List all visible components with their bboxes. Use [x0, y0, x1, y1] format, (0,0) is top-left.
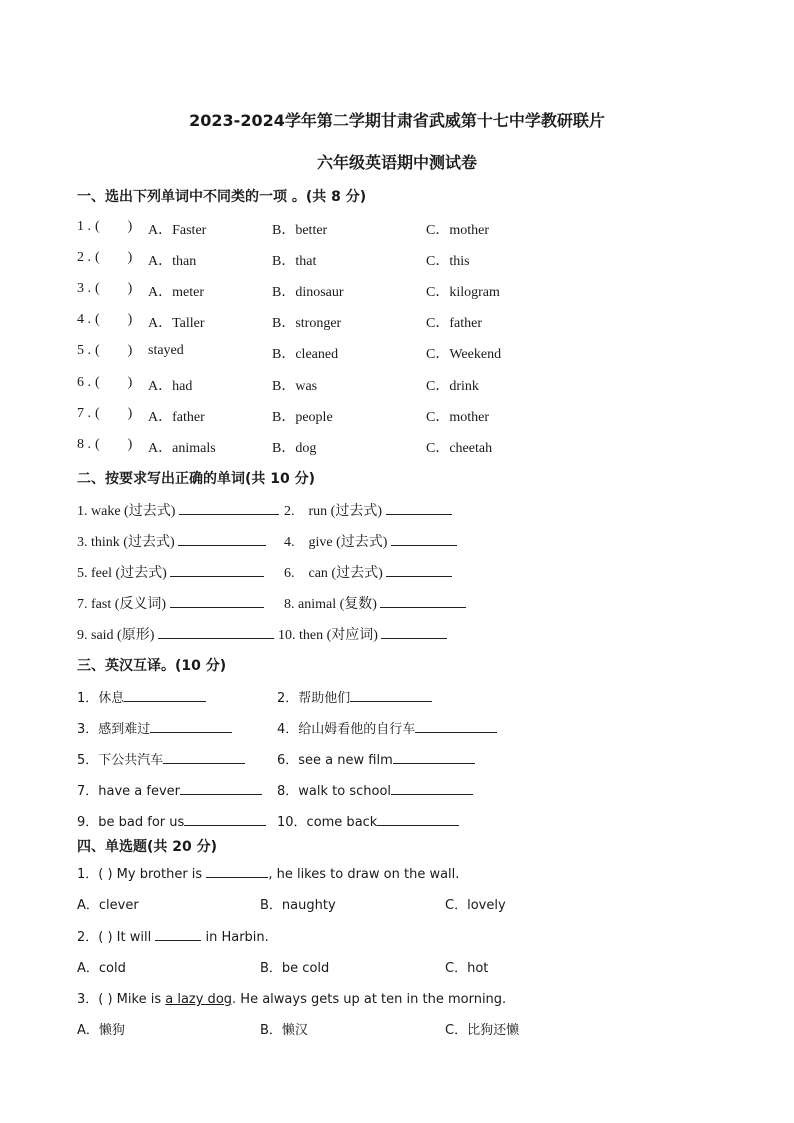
question-row	[0, 863, 794, 883]
option-b[interactable]: B．people	[272, 410, 333, 425]
option-a[interactable]: A．Taller	[148, 316, 205, 331]
fill-item	[77, 562, 264, 582]
answer-blank[interactable]	[180, 782, 262, 795]
translate-item	[277, 687, 432, 706]
question-number: 6 .	[77, 375, 91, 390]
question-number: 2 .	[77, 250, 91, 265]
option-b[interactable]: B．stronger	[272, 316, 342, 331]
question-row	[0, 988, 794, 1008]
option-c[interactable]: C．cheetah	[426, 441, 493, 456]
prompt-text: 2．帮助他们	[277, 691, 351, 706]
answer-paren[interactable]: ( )	[95, 343, 133, 358]
prompt-text: 4．给山姆看他的自行车	[277, 722, 416, 737]
option-a[interactable]: stayed	[148, 343, 184, 358]
question-text: 2．( ) It will in Harbin.	[77, 930, 269, 945]
answer-blank[interactable]	[415, 720, 497, 733]
translate-item	[277, 749, 475, 768]
translate-item	[77, 718, 232, 737]
question-number: 8 .	[77, 437, 91, 452]
option-a[interactable]: A．father	[148, 410, 205, 425]
prompt-text: 4. give (过去式)	[284, 535, 388, 550]
answer-paren[interactable]: ( )	[95, 219, 133, 234]
fill-row	[0, 500, 794, 520]
option-b[interactable]: B．better	[272, 223, 328, 238]
prompt-text: 9．be bad for us	[77, 815, 185, 830]
option-a[interactable]: A．meter	[148, 285, 204, 300]
fill-item	[284, 500, 452, 520]
prompt-text: 8．walk to school	[277, 784, 392, 799]
section2-heading: 二、按要求写出正确的单词(共 10 分)	[77, 471, 316, 487]
question-row	[0, 219, 794, 239]
prompt-text: 3．感到难过	[77, 722, 151, 737]
translate-item	[277, 811, 459, 830]
fill-item	[77, 593, 264, 613]
question-number: 4 .	[77, 312, 91, 327]
question-number: 7 .	[77, 406, 91, 421]
option-a[interactable]: A．had	[148, 379, 193, 394]
translate-row	[0, 780, 794, 800]
translate-item	[77, 811, 266, 830]
answer-blank[interactable]	[124, 689, 206, 702]
answer-blank[interactable]	[393, 751, 475, 764]
answer-blank[interactable]	[155, 928, 201, 941]
answer-blank[interactable]	[206, 865, 268, 878]
answer-blank[interactable]	[163, 751, 245, 764]
prompt-text: 7．have a fever	[77, 784, 181, 799]
question-row	[0, 375, 794, 395]
fill-row	[0, 624, 794, 644]
option-c[interactable]: C．mother	[426, 223, 489, 238]
underlined-phrase: a lazy dog	[165, 992, 233, 1007]
exam-title-line2: 六年级英语期中测试卷	[316, 153, 477, 172]
options-row	[0, 957, 794, 977]
fill-item	[77, 500, 279, 520]
options-row	[0, 894, 794, 914]
option-b[interactable]: B．cleaned	[272, 347, 339, 362]
option-b[interactable]: B．be cold	[260, 961, 330, 976]
option-c[interactable]: C．this	[426, 254, 470, 269]
answer-paren[interactable]: ( )	[95, 437, 133, 452]
option-b[interactable]: B．naughty	[260, 898, 336, 913]
prompt-text: 5. feel (过去式)	[77, 566, 167, 581]
option-a[interactable]: A．animals	[148, 441, 216, 456]
prompt-text: 1．休息	[77, 691, 125, 706]
answer-blank[interactable]	[391, 533, 457, 546]
prompt-text: 1. wake (过去式)	[77, 504, 176, 519]
question-row	[0, 343, 794, 363]
prompt-text: 3. think (过去式)	[77, 535, 175, 550]
prompt-text: 2. run (过去式)	[284, 504, 382, 519]
option-a[interactable]: A．than	[148, 254, 197, 269]
fill-row	[0, 562, 794, 582]
answer-paren[interactable]: ( )	[95, 250, 133, 265]
option-c[interactable]: C．Weekend	[426, 347, 502, 362]
question-text: 1．( ) My brother is , he likes to draw on the wall.	[77, 867, 460, 882]
prompt-text: 10. then (对应词)	[278, 628, 378, 643]
prompt-text: 6. can (过去式)	[284, 566, 383, 581]
options-row	[0, 1019, 794, 1039]
prompt-text: 5．下公共汽车	[77, 753, 164, 768]
answer-blank[interactable]	[381, 626, 447, 639]
translate-item	[77, 780, 262, 799]
fill-row	[0, 531, 794, 551]
option-a[interactable]: A．懒狗	[77, 1023, 125, 1038]
section4-heading: 四、单选题(共 20 分)	[77, 839, 218, 855]
translate-row	[0, 687, 794, 707]
option-c[interactable]: C．比狗还懒	[445, 1023, 520, 1038]
question-row	[0, 926, 794, 946]
answer-paren[interactable]: ( )	[95, 281, 133, 296]
option-c[interactable]: C．drink	[426, 379, 479, 394]
answer-paren[interactable]: ( )	[95, 312, 133, 327]
question-text: 3．( ) Mike is a lazy dog. He always gets up at ten in the morning.	[77, 992, 507, 1007]
translate-row	[0, 718, 794, 738]
option-a[interactable]: A．Faster	[148, 223, 207, 238]
prompt-text: 6．see a new film	[277, 753, 393, 768]
question-number: 3 .	[77, 281, 91, 296]
option-b[interactable]: B．that	[272, 254, 317, 269]
translate-item	[77, 749, 245, 768]
question-row	[0, 312, 794, 332]
translate-row	[0, 749, 794, 769]
section1-heading: 一、选出下列单词中不同类的一项 。(共 8 分)	[77, 189, 367, 205]
prompt-text: 10．come back	[277, 815, 378, 830]
fill-item	[278, 624, 447, 644]
answer-blank[interactable]	[377, 813, 459, 826]
option-a[interactable]: A．cold	[77, 961, 126, 976]
option-b[interactable]: B．dinosaur	[272, 285, 344, 300]
question-number: 1 .	[77, 219, 91, 234]
fill-row	[0, 593, 794, 613]
question-row	[0, 281, 794, 301]
fill-item	[77, 531, 266, 551]
option-b[interactable]: B．dog	[272, 441, 317, 456]
fill-item	[77, 624, 274, 644]
option-a[interactable]: A．clever	[77, 898, 139, 913]
fill-item	[284, 593, 466, 613]
translate-item	[277, 780, 473, 799]
answer-blank[interactable]	[380, 595, 466, 608]
answer-blank[interactable]	[150, 720, 232, 733]
answer-blank[interactable]	[158, 626, 274, 639]
option-c[interactable]: C．kilogram	[426, 285, 500, 300]
prompt-text: 7. fast (反义词)	[77, 597, 167, 612]
option-c[interactable]: C．lovely	[445, 898, 506, 913]
answer-paren[interactable]: ( )	[95, 375, 133, 390]
question-row	[0, 250, 794, 270]
answer-blank[interactable]	[184, 813, 266, 826]
prompt-text: 8. animal (复数)	[284, 597, 377, 612]
translate-row	[0, 811, 794, 831]
translate-item	[277, 718, 497, 737]
option-c[interactable]: C．mother	[426, 410, 489, 425]
prompt-text: 9. said (原形)	[77, 628, 155, 643]
option-b[interactable]: B．懒汉	[260, 1023, 308, 1038]
exam-title-line1: 2023-2024学年第二学期甘肃省武威第十七中学教研联片	[189, 111, 605, 130]
option-c[interactable]: C．hot	[445, 961, 489, 976]
question-row	[0, 406, 794, 426]
answer-paren[interactable]: ( )	[95, 406, 133, 421]
answer-blank[interactable]	[178, 533, 266, 546]
answer-blank[interactable]	[350, 689, 432, 702]
option-c[interactable]: C．father	[426, 316, 482, 331]
question-row	[0, 437, 794, 457]
answer-blank[interactable]	[170, 564, 264, 577]
answer-blank[interactable]	[179, 502, 279, 515]
fill-item	[284, 562, 452, 582]
answer-blank[interactable]	[391, 782, 473, 795]
option-b[interactable]: B．was	[272, 379, 318, 394]
section3-heading: 三、英汉互译。(10 分)	[77, 658, 227, 674]
question-number: 5 .	[77, 343, 91, 358]
translate-item	[77, 687, 206, 706]
answer-blank[interactable]	[386, 502, 452, 515]
fill-item	[284, 531, 457, 551]
answer-blank[interactable]	[386, 564, 452, 577]
answer-blank[interactable]	[170, 595, 264, 608]
